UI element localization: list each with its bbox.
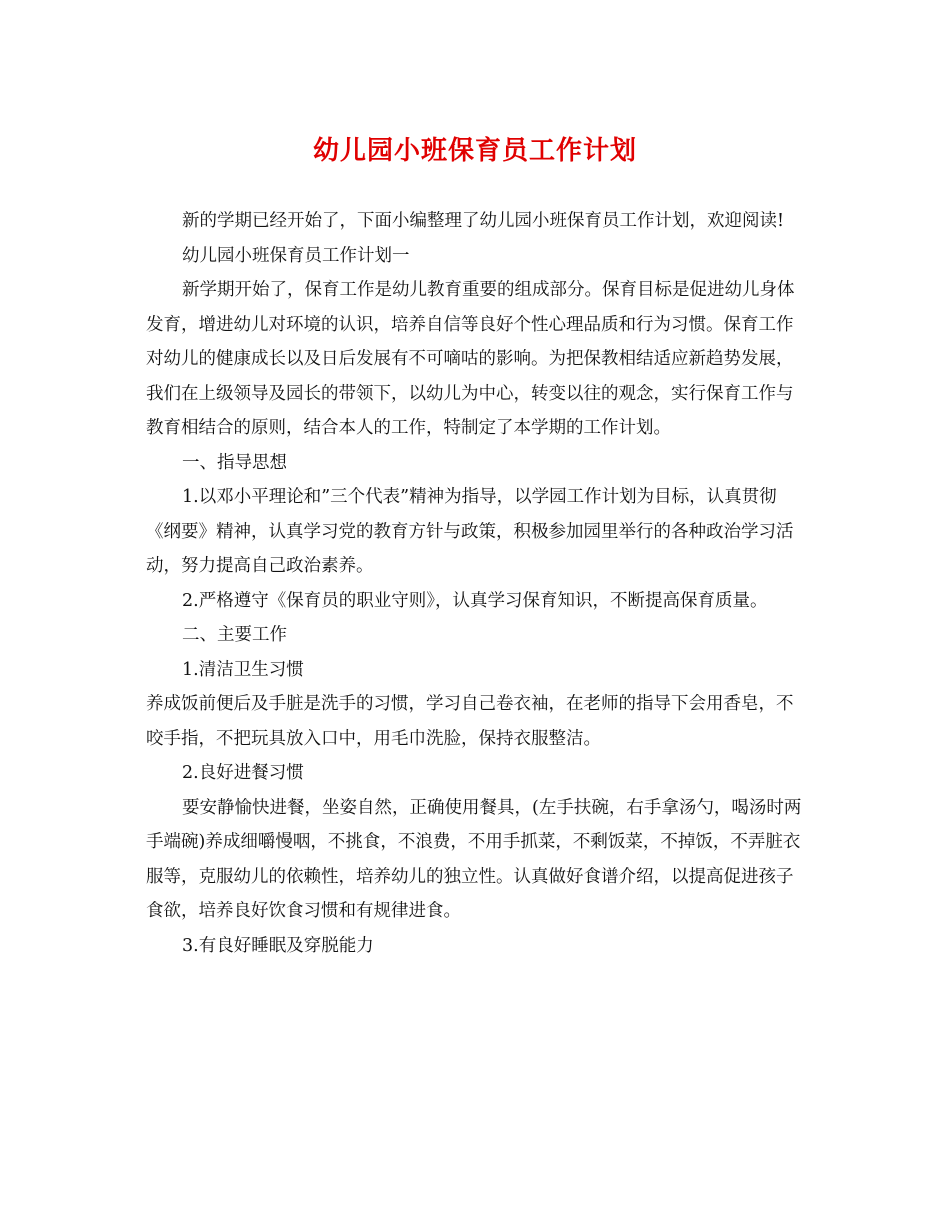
subheading-sleep: 3.有良好睡眠及穿脱能力 [182, 935, 374, 956]
paragraph-eating: 要安静愉快进餐，坐姿自然，正确使用餐具，(左手扶碗，右手拿汤勺，喝汤时两手端碗)养成细嚼慢咽，不挑食，不浪费，不用手抓菜，不剩饭菜，不掉饭，不弄脏衣服等，克服幼儿的依赖性，培养幼儿的独立性。认真做好食谱介绍，以提高促进孩子食欲，培养良好饮食习惯和有规律进食。 [146, 797, 802, 921]
section-heading-guiding-thought: 一、指导思想 [182, 452, 287, 473]
section-heading-main-work: 二、主要工作 [182, 625, 287, 645]
paragraph-hygiene: 养成饭前便后及手脏是洗手的习惯，学习自己卷衣袖，在老师的指导下会用香皂，不咬手指，不把玩具放入口中，用毛巾洗脸，保持衣服整洁。 [146, 694, 794, 749]
document-title: 幼儿园小班保育员工作计划 [312, 136, 637, 166]
paragraph-intro: 新的学期已经开始了，下面小编整理了幼儿园小班保育员工作计划，欢迎阅读! [182, 211, 785, 231]
paragraph-plan-one-heading: 幼儿园小班保育员工作计划一 [182, 245, 410, 266]
subheading-hygiene: 1.清洁卫生习惯 [182, 659, 304, 680]
subheading-eating: 2.良好进餐习惯 [182, 763, 304, 783]
paragraph-guiding-2: 2.严格遵守《保育员的职业守则》，认真学习保育知识，不断提高保育质量。 [182, 590, 768, 611]
paragraph-overview: 新学期开始了，保育工作是幼儿教育重要的组成部分。保育目标是促进幼儿身体发育，增进幼儿对环境的认识，培养自信等良好个性心理品质和行为习惯。保育工作对幼儿的健康成长以及日后发展有不可嘀咕的影响。为把保教相结适应新趋势发展，我们在上级领导及园长的带领下，以幼儿为中心，转变以往的观念，实行保育工作与教育相结合的原则，结合本人的工作，特制定了本学期的工作计划。 [146, 280, 795, 438]
paragraph-guiding-1: 1.以邓小平理论和”三个代表”精神为指导，以学园工作计划为目标，认真贯彻《纲要》精神，认真学习党的教育方针与政策，积极参加园里举行的各种政治学习活动，努力提高自己政治素养。 [146, 487, 794, 576]
document-body [146, 204, 806, 963]
